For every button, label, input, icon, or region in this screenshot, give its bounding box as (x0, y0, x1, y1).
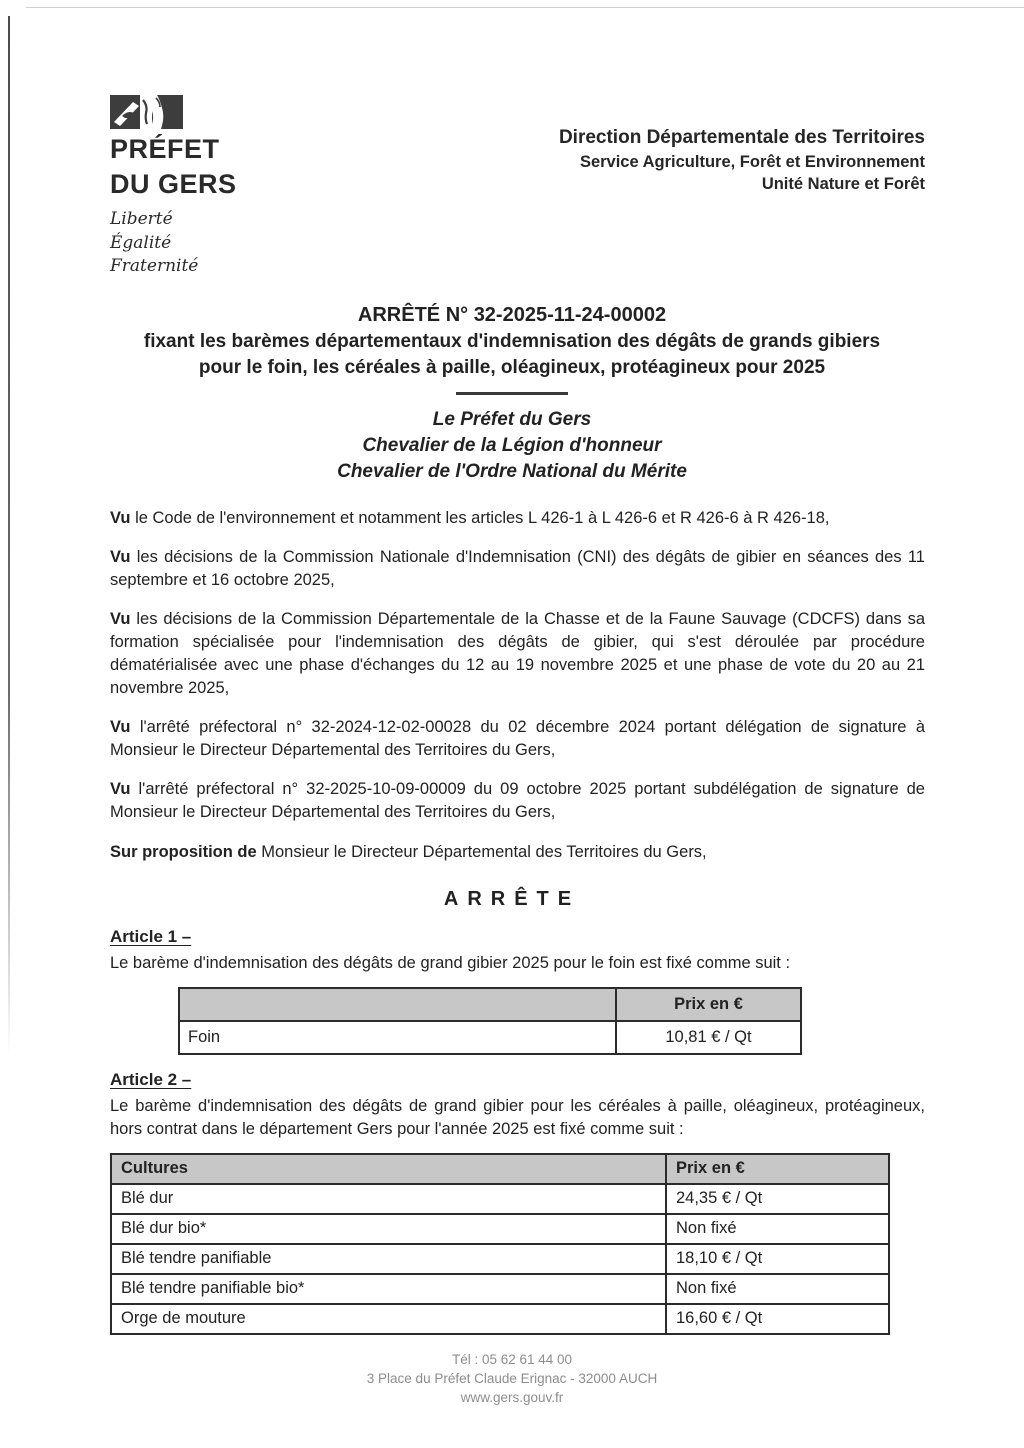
table-cell-label: Blé tendre panifiable (111, 1244, 666, 1274)
table-row (111, 1214, 889, 1244)
unit-name: Unité Nature et Forêt (761, 174, 925, 193)
marianne-logo-icon (110, 95, 183, 129)
foin-price-table (178, 987, 802, 1055)
table-header-price-cell: Prix en € (666, 1154, 889, 1184)
table-cell-label: Blé dur bio* (111, 1214, 666, 1244)
article-2-section (110, 1070, 925, 1141)
recital-text: Monsieur le Directeur Départemental des Territoires du Gers, (261, 842, 707, 861)
table-header-row (111, 1154, 889, 1184)
table-header-empty-cell (179, 988, 616, 1021)
authority-title: Le Préfet du Gers (432, 409, 592, 431)
recital-vu-4 (110, 716, 925, 762)
recital-lead: Vu (110, 508, 131, 527)
table-header-cultures-cell: Cultures (111, 1154, 666, 1184)
table-cell-label: Blé tendre panifiable bio* (111, 1274, 666, 1304)
document-header (110, 95, 925, 279)
recital-text: le Code de l'environnement et notamment les articles L 426-1 à L 426-6 et R 426-6 à R 426-18, (135, 508, 830, 527)
table-row (111, 1274, 889, 1304)
article-1-section (110, 927, 925, 975)
motto-egalite: Égalité (110, 232, 172, 253)
footer-phone: Tél : 05 62 61 44 00 (451, 1351, 573, 1367)
direction-name: Direction Départementale des Territoires (558, 127, 925, 148)
table-row (111, 1184, 889, 1214)
recital-vu-5 (110, 778, 925, 824)
authority-honor-2: Chevalier de l'Ordre National du Mérite (337, 460, 687, 482)
table-cell-price: Non fixé (666, 1274, 889, 1304)
article-1-heading: Article 1 – (110, 926, 192, 946)
table-cell-label: Orge de mouture (111, 1304, 666, 1334)
motto-fraternite: Fraternité (110, 256, 199, 277)
recital-text: l'arrêté préfectoral n° 32-2024-12-02-00028 du 02 décembre 2024 portant délégation de signature à Monsieur le Directeur Départemental des Territoires du Gers, (110, 718, 926, 760)
prefecture-name-line2: DU GERS (110, 169, 237, 200)
table-cell-label: Blé dur (111, 1184, 666, 1214)
table-header-row (179, 988, 801, 1021)
table-header-price-cell: Prix en € (616, 988, 801, 1021)
service-name: Service Agriculture, Forêt et Environnement (579, 152, 925, 171)
recital-sur-proposition (110, 841, 925, 864)
issuing-service-block (559, 125, 925, 195)
article-1-body: Le barème d'indemnisation des dégâts de grand gibier 2025 pour le foin est fixé comme suit : (110, 953, 791, 972)
recitals-section (110, 507, 925, 864)
scan-artifact-top-edge (26, 7, 1024, 8)
decree-number: ARRÊTÉ N° 32-2025-11-24-00002 (357, 303, 667, 326)
decree-subject-line2: pour le foin, les céréales à paille, oléagineux, protéagineux pour 2025 (198, 357, 826, 379)
decree-subject-line1: fixant les barèmes départementaux d'indemnisation des dégâts de grands gibiers (143, 330, 881, 352)
title-divider-rule (456, 392, 568, 395)
footer-website: www.gers.gouv.fr (460, 1390, 564, 1406)
recital-lead: Sur proposition de (110, 842, 257, 861)
recital-text: l'arrêté préfectoral n° 32-2025-10-09-00009 du 09 octobre 2025 portant subdélégation de signature de Monsieur le Directeur Départemental des Territoires du Gers, (110, 780, 925, 822)
recital-vu-2 (110, 546, 925, 592)
authority-honor-1: Chevalier de la Légion d'honneur (362, 434, 662, 456)
table-row (111, 1304, 889, 1334)
decree-title-block (60, 301, 964, 382)
table-cell-price: 18,10 € / Qt (666, 1244, 889, 1274)
article-2-heading: Article 2 – (110, 1069, 192, 1089)
cultures-price-table (110, 1153, 890, 1335)
scan-artifact-left-edge (8, 16, 10, 1056)
recital-lead: Vu (110, 780, 131, 799)
recital-vu-3 (110, 608, 925, 700)
recital-text: les décisions de la Commission Départementale de la Chasse et de la Faune Sauvage (CDCFS) dans sa formation spécialisée pour l'indemnisation des dégâts de gibier, qui s'est déroulée par procédure dématérialisée avec une phase d'échanges du 12 au 19 novembre 2025 et une phase de vote du 20 au 21 novembre 2025, (110, 609, 925, 698)
motto-liberte: Liberté (110, 209, 173, 230)
table-row (179, 1021, 801, 1054)
republic-motto (110, 208, 390, 278)
table-cell-price: 24,35 € / Qt (666, 1184, 889, 1214)
table-cell-price: 10,81 € / Qt (616, 1021, 801, 1054)
prefecture-name-line1: PRÉFET (110, 134, 220, 164)
recital-vu-1 (110, 507, 925, 530)
footer-address: 3 Place du Préfet Claude Erignac - 32000 AUCH (366, 1371, 658, 1387)
article-2-body: Le barème d'indemnisation des dégâts de grand gibier pour les céréales à paille, oléagineux, protéagineux, hors contrat dans le département Gers pour l'année 2025 est fixé comme suit : (110, 1096, 925, 1138)
recital-lead: Vu (110, 609, 131, 628)
table-cell-label: Foin (179, 1021, 616, 1054)
signing-authority-block (0, 407, 1024, 484)
recital-lead: Vu (110, 718, 131, 737)
decree-heading: ARRÊTE (443, 887, 581, 910)
table-cell-price: 16,60 € / Qt (666, 1304, 889, 1334)
recital-lead: Vu (110, 547, 131, 566)
table-row (111, 1244, 889, 1274)
recital-text: les décisions de la Commission Nationale d'Indemnisation (CNI) des dégâts de gibier en séances des 11 septembre et 16 octobre 2025, (110, 547, 925, 589)
prefecture-brand-block (110, 95, 390, 279)
document-footer (0, 1350, 1024, 1407)
table-cell-price: Non fixé (666, 1214, 889, 1244)
